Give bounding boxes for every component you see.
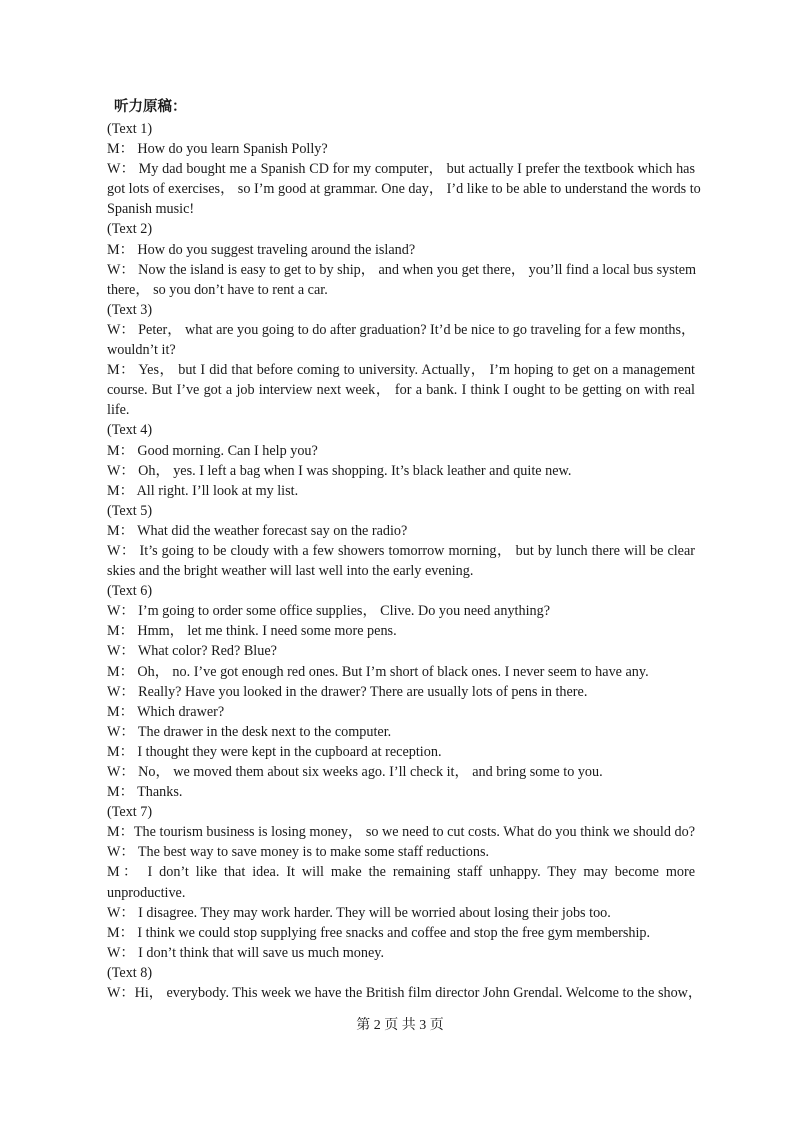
transcript-line: M： Thanks. [107, 784, 183, 801]
transcript-line: got lots of exercises， so I’m good at grammar. One day， I’d like to be able to understand the words to [107, 181, 701, 198]
transcript-line: M： How do you suggest traveling around the island? [107, 241, 416, 258]
transcript-line: W： The best way to save money is to make some staff reductions. [107, 844, 490, 861]
transcript-line: (Text 7) [107, 804, 153, 821]
transcript-line: W： Peter， what are you going to do after graduation? It’d be nice to go traveling for a few months， [107, 321, 696, 338]
transcript-line: M： What did the weather forecast say on the radio? [107, 522, 408, 539]
transcript-line: M： Which drawer? [107, 703, 225, 720]
transcript-line: course. But I’ve got a job interview next week， for a bank. I think I ought to be getting on with real [107, 382, 695, 399]
transcript-heading: 听力原稿： [114, 99, 187, 115]
transcript-line: W： My dad bought me a Spanish CD for my computer， but actually I prefer the textbook which has [107, 161, 695, 178]
transcript-line: (Text 1) [107, 121, 153, 137]
transcript-line: W： Now the island is easy to get to by ship， and when you get there， you’ll find a local bus system [107, 261, 697, 278]
transcript-line: (Text 4) [107, 422, 153, 439]
transcript-line: W： I’m going to order some office supplies， Clive. Do you need anything? [107, 603, 551, 620]
transcript-line: W：Hi， everybody. This week we have the British film director John Grendal. Welcome to the show， [107, 985, 703, 1002]
transcript-line: life. [107, 402, 130, 419]
transcript-line: unproductive. [107, 884, 186, 901]
transcript-line: M： I think we could stop supplying free snacks and coffee and stop the free gym membership. [107, 924, 651, 941]
transcript-line: M：The tourism business is losing money， so we need to cut costs. What do you think we should do? [107, 824, 695, 841]
transcript-line: M： How do you learn Spanish Polly? [107, 141, 328, 158]
transcript-line: M： Good morning. Can I help you? [107, 442, 318, 459]
transcript-body [107, 119, 703, 1003]
transcript-line: (Text 3) [107, 301, 153, 318]
transcript-line: W： The drawer in the desk next to the computer. [107, 723, 392, 740]
transcript-line: (Text 5) [107, 502, 153, 519]
transcript-line: (Text 8) [107, 964, 153, 981]
transcript-line: (Text 2) [107, 221, 153, 238]
transcript-line: M： Hmm， let me think. I need some more pens. [107, 623, 397, 640]
page-footer: 第 2 页 共 3 页 [356, 1018, 444, 1033]
transcript-line: W： I don’t think that will save us much money. [107, 944, 385, 961]
transcript-line: M： Yes， but I did that before coming to university. Actually， I’m hoping to get on a management [107, 362, 695, 379]
transcript-line: there， so you don’t have to rent a car. [107, 281, 328, 298]
transcript-line: W： I disagree. They may work harder. They will be worried about losing their jobs too. [107, 904, 611, 921]
transcript-line: W： No， we moved them about six weeks ago. I’ll check it， and bring some to you. [107, 764, 603, 780]
transcript-line: Spanish music! [107, 201, 195, 218]
transcript-line: skies and the bright weather will last well into the early evening. [107, 563, 474, 580]
transcript-line: W： Really? Have you looked in the drawer? There are usually lots of pens in there. [107, 683, 588, 700]
transcript-line: M： Oh， no. I’ve got enough red ones. But I’m short of black ones. I never seem to have any. [107, 663, 649, 680]
transcript-line: W： It’s going to be cloudy with a few showers tomorrow morning， but by lunch there will be clear [107, 542, 695, 559]
transcript-line: M： All right. I’ll look at my list. [107, 482, 299, 499]
transcript-line: wouldn’t it? [107, 342, 176, 359]
transcript-line: W： Oh， yes. I left a bag when I was shopping. It’s black leather and quite new. [107, 462, 572, 479]
transcript-line: M： I thought they were kept in the cupboard at reception. [107, 743, 442, 760]
transcript-line: W： What color? Red? Blue? [107, 643, 277, 660]
transcript-line: M： I don’t like that idea. It will make the remaining staff unhappy. They may become more [107, 864, 695, 881]
transcript-line: (Text 6) [107, 583, 153, 600]
